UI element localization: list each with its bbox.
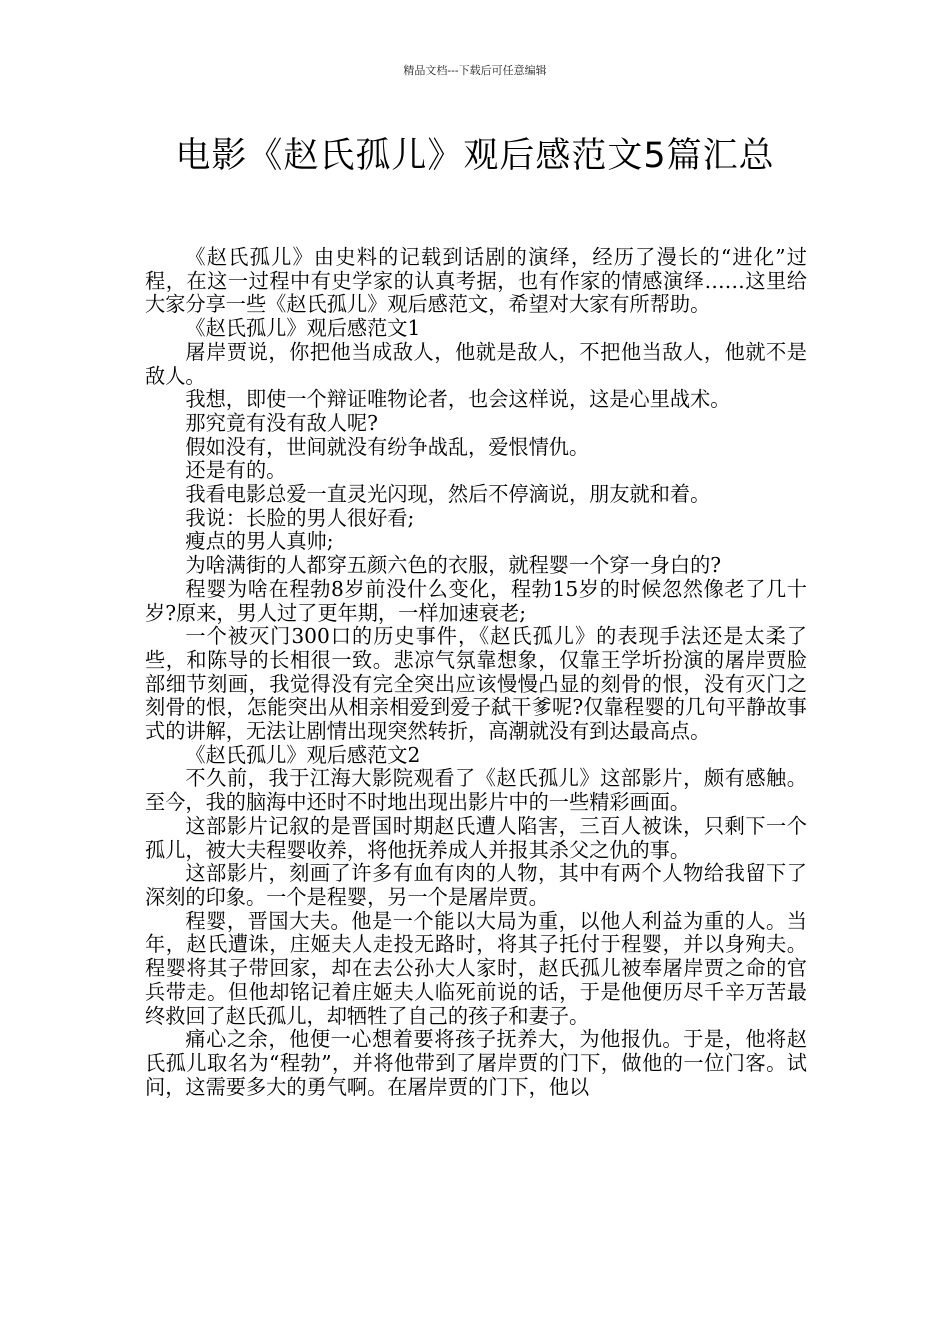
paragraph: 还是有的。: [185, 458, 287, 483]
paragraph: 程婴为啥在程勃8岁前没什么变化，程勃15岁的时候忽然像老了几十岁?原来，男人过了更年期，一样加速衰老;: [145, 576, 807, 625]
paragraph: 为啥满街的人都穿五颜六色的衣服，就程婴一个穿一身白的?: [185, 553, 722, 578]
paragraph: 我说：长脸的男人很好看;: [185, 505, 415, 530]
paragraph: 我想，即使一个辩证唯物论者，也会这样说，这是心里战术。: [185, 387, 731, 412]
document-body: [145, 246, 807, 1099]
header-note: 精品文档---下载后可任意编辑: [403, 64, 547, 77]
paragraph: 这部影片记叙的是晋国时期赵氏遭人陷害，三百人被诛，只剩下一个孤儿，被大夫程婴收养，将他抚养成人并报其杀父之仇的事。: [145, 813, 807, 862]
paragraph: 程婴，晋国大夫。他是一个能以大局为重，以他人利益为重的人。当年，赵氏遭诛，庄姬夫人走投无路时，将其子托付于程婴，并以身殉夫。程婴将其子带回家，却在去公孙大人家时，赵氏孤儿被奉屠岸贾之命的官兵带走。但他却铭记着庄姬夫人临死前说的话，于是他便历尽千辛万苦最终救回了赵氏孤儿，却牺牲了自己的孩子和妻子。: [145, 908, 807, 1028]
paragraph: 一个被灭门300口的历史事件，《赵氏孤儿》的表现手法还是太柔了些，和陈导的长相很一致。悲凉气氛靠想象，仅靠王学圻扮演的屠岸贾脸部细节刻画，我觉得没有完全突出应该慢慢凸显的刻骨的恨，没有灭门之刻骨的恨，怎能突出从相亲相爱到爱子弑干爹呢?仅靠程婴的几句平静故事式的讲解，无法让剧情出现突然转折，高潮就没有到达最高点。: [145, 624, 807, 744]
paragraph: 不久前，我于江海大影院观看了《赵氏孤儿》这部影片，颇有感触。至今，我的脑海中还时不时地出现出影片中的一些精彩画面。: [145, 766, 807, 815]
paragraph: 这部影片，刻画了许多有血有肉的人物，其中有两个人物给我留下了深刻的印象。一个是程婴，另一个是屠岸贾。: [145, 861, 807, 909]
paragraph: 我看电影总爱一直灵光闪现，然后不停滴说，朋友就和着。: [185, 482, 711, 507]
paragraph: 《赵氏孤儿》观后感范文1: [185, 316, 421, 341]
paragraph: 瘦点的男人真帅;: [185, 529, 334, 554]
document-title: 电影《赵氏孤儿》观后感范文5篇汇总: [175, 136, 775, 176]
paragraph: 《赵氏孤儿》由史料的记载到话剧的演绎，经历了漫长的“进化”过程，在这一过程中有史学家的认真考据，也有作家的情感演绎……这里给大家分享一些《赵氏孤儿》观后感范文，希望对大家有所帮助。: [145, 245, 807, 317]
paragraph: 屠岸贾说，你把他当成敌人，他就是敌人，不把他当敌人，他就不是敌人。: [145, 339, 807, 388]
paragraph: 痛心之余，他便一心想着要将孩子抚养大，为他报仇。于是，他将赵氏孤儿取名为“程勃”，并将他带到了屠岸贾的门下，做他的一位门客。试问，这需要多大的勇气啊。在屠岸贾的门下，他以: [145, 1027, 807, 1099]
paragraph: 《赵氏孤儿》观后感范文2: [185, 742, 421, 767]
paragraph: 那究竟有没有敌人呢?: [185, 410, 378, 435]
paragraph: 假如没有，世间就没有纷争战乱，爱恨情仇。: [185, 434, 590, 459]
